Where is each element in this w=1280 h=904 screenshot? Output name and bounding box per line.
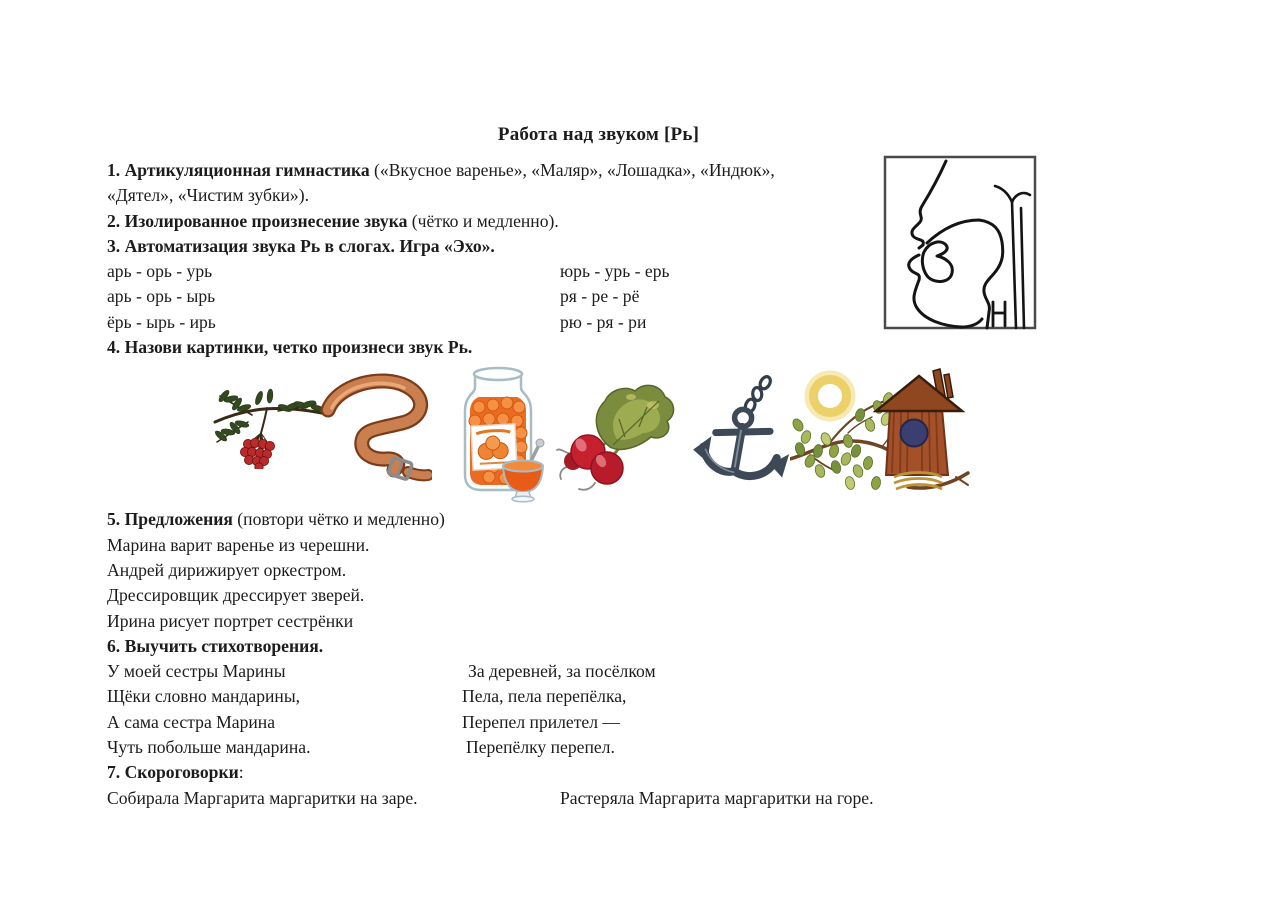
section-6-heading: 6. Выучить стихотворения. bbox=[107, 635, 324, 656]
section-4-heading: 4. Назови картинки, четко произнеси звук Рь. bbox=[107, 337, 473, 358]
section-1-heading: 1. Артикуляционная гимнастика bbox=[107, 160, 370, 180]
sentence-line: Андрей дирижирует оркестром. bbox=[107, 559, 347, 580]
section-2-line: 2. Изолированное произнесение звука (чётко и медленно). bbox=[107, 210, 559, 231]
section-6-line bbox=[107, 634, 1090, 659]
syllable-row: ёрь - ырь - ирь рю - ря - ри bbox=[107, 311, 647, 332]
rowan-berries-icon bbox=[212, 384, 330, 469]
sentence-line: Дрессировщик дрессирует зверей. bbox=[107, 585, 365, 606]
section-5-line: 5. Предложения (повтори чётко и медленно) bbox=[107, 509, 445, 530]
sentence-line: Ирина рисует портрет сестрёнки bbox=[107, 610, 354, 631]
page-title: Работа над звуком [Рь] bbox=[497, 124, 700, 145]
section-1-line-1: 1. Артикуляционная гимнастика («Вкусное варенье», «Маляр», «Лошадка», «Индюк», bbox=[107, 160, 775, 180]
belt-picture bbox=[318, 372, 432, 484]
worksheet-body bbox=[107, 158, 1090, 811]
section-2-heading: 2. Изолированное произнесение звука bbox=[107, 210, 408, 231]
radishes-picture bbox=[555, 375, 685, 495]
poem-row: А сама сестра Марина Перепел прилетел — bbox=[107, 711, 621, 732]
poem-row: Чуть побольше мандарина. Перепёлку перепел. bbox=[107, 737, 615, 758]
radishes-icon bbox=[555, 375, 685, 495]
section-3-heading: 3. Автоматизация звука Рь в слогах. Игра «Эхо». bbox=[107, 235, 495, 256]
tongue-twister-row: Собирала Маргарита маргаритки на заре. Растеряла Маргарита маргаритки на горе. bbox=[107, 787, 874, 808]
section-7-heading: 7. Скороговорки bbox=[107, 762, 239, 783]
section-4-line bbox=[107, 335, 1090, 360]
belt-icon bbox=[318, 372, 432, 484]
anchor-icon bbox=[688, 372, 795, 500]
sentence-line: Марина варит варенье из черешни. bbox=[107, 534, 370, 555]
section-5-heading: 5. Предложения bbox=[107, 509, 233, 530]
section-1-line-2: «Дятел», «Чистим зубки»). bbox=[107, 185, 309, 206]
section-7-line: 7. Скороговорки: bbox=[107, 762, 244, 783]
jam-jar-icon bbox=[459, 363, 559, 503]
poem-row: У моей сестры Марины За деревней, за посёлком bbox=[107, 661, 656, 682]
anchor-picture bbox=[688, 372, 795, 500]
poem-row: Щёки словно мандарины, Пела, пела перепёлка, bbox=[107, 686, 627, 707]
section-3-line bbox=[107, 234, 1090, 259]
syllable-row: арь - орь - урь юрь - урь - ерь bbox=[107, 261, 670, 282]
jam-jar-picture bbox=[459, 363, 559, 503]
birdhouse-picture bbox=[790, 363, 982, 503]
birdhouse-on-birch-icon bbox=[790, 363, 982, 503]
syllable-row: арь - орь - ырь ря - ре - рё bbox=[107, 286, 640, 307]
rowan-berries-picture bbox=[212, 384, 330, 469]
picture-row bbox=[107, 360, 1090, 507]
